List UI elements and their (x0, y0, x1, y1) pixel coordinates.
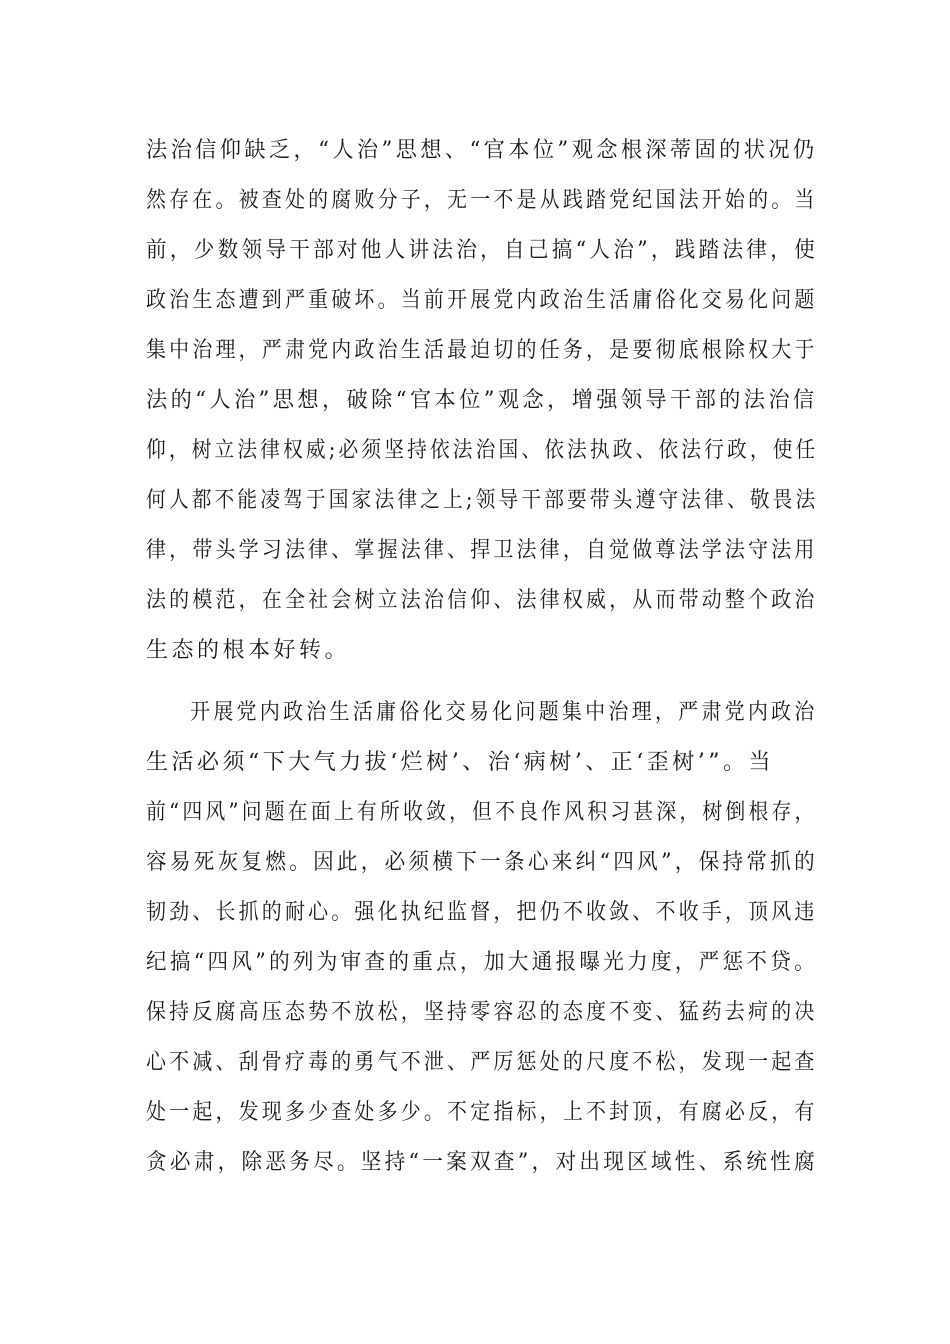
paragraph-line: 纪搞“四风”的列为审查的重点，加大通报曝光力度，严惩不贷。 (146, 950, 818, 975)
paragraph-line: 韧劲、长抓的耐心。强化执纪监督，把仍不收敛、不收手，顶风违 (146, 900, 818, 925)
paragraph-line: 开展党内政治生活庸俗化交易化问题集中治理，严肃党内政治 (190, 700, 818, 725)
paragraph-line: 何人都不能凌驾于国家法律之上;领导干部要带头遵守法律、敬畏法 (146, 488, 819, 513)
paragraph-line: 然存在。被查处的腐败分子，无一不是从践踏党纪国法开始的。当 (146, 188, 818, 213)
paragraph-line: 集中治理，严肃党内政治生活最迫切的任务，是要彻底根除权大于 (146, 338, 818, 363)
paragraph-line: 律，带头学习法律、掌握法律、捍卫法律，自觉做尊法学法守法用 (146, 538, 818, 563)
paragraph-line: 法的模范，在全社会树立法治信仰、法律权威，从而带动整个政治 (146, 588, 818, 613)
paragraph-line: 生活必须“下大气力拔‘烂树’、治‘病树’、正‘歪树’”。当 (146, 750, 774, 775)
paragraph-line: 法的“人治”思想，破除“官本位”观念，增强领导干部的法治信 (146, 388, 818, 413)
paragraph-line: 处一起，发现多少查处多少。不定指标，上不封顶，有腐必反，有 (146, 1100, 818, 1125)
paragraph-line: 前，少数领导干部对他人讲法治，自己搞“人治”，践踏法律，使 (146, 238, 818, 263)
paragraph-line: 容易死灰复燃。因此，必须横下一条心来纠“四风”，保持常抓的 (146, 850, 818, 875)
paragraph-line: 保持反腐高压态势不放松，坚持零容忍的态度不变、猛药去疴的决 (146, 1000, 818, 1025)
paragraph-line: 贪必肃，除恶务尽。坚持“一案双查”，对出现区域性、系统性腐 (146, 1150, 818, 1175)
paragraph-line: 仰，树立法律权威;必须坚持依法治国、依法执政、依法行政，使任 (146, 438, 819, 463)
paragraph-line: 心不减、刮骨疗毒的勇气不泄、严厉惩处的尺度不松，发现一起查 (146, 1050, 818, 1075)
paragraph-line: 政治生态遭到严重破坏。当前开展党内政治生活庸俗化交易化问题 (146, 288, 818, 313)
paragraph-line: 法治信仰缺乏，“人治”思想、“官本位”观念根深蒂固的状况仍 (146, 138, 818, 163)
paragraph-line: 前“四风”问题在面上有所收敛，但不良作风积习甚深，树倒根存， (146, 800, 818, 825)
paragraph-line: 生态的根本好转。 (146, 638, 351, 663)
